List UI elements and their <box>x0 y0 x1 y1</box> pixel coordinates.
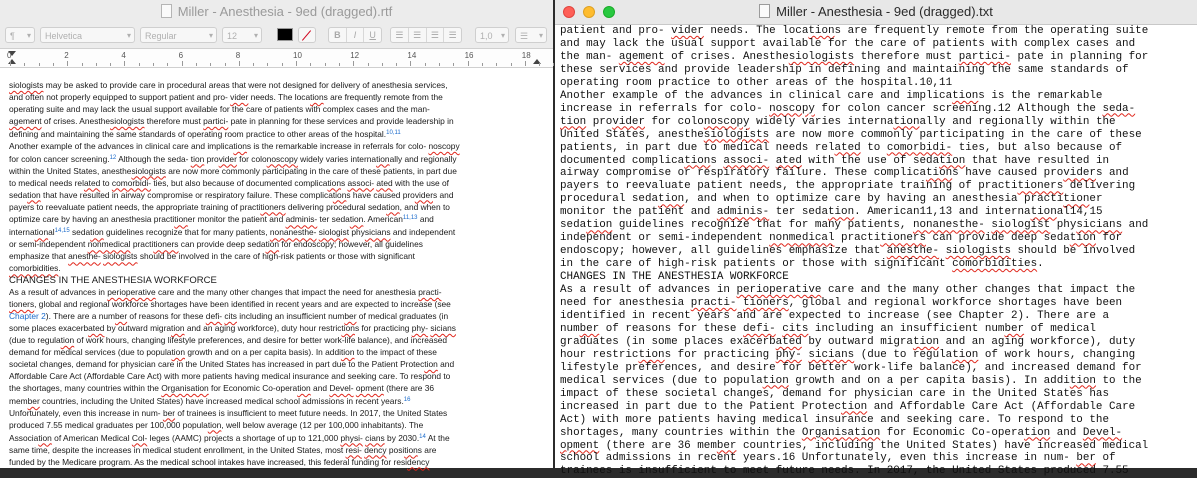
rtf-line: payers to reevaluate patient needs, the appropriate training of practitioners delivering procedural sedation, and when to <box>9 201 450 212</box>
rtf-line: (due to regulation of work hours, changing lifestyle preferences, and desire for better work-life balance), and increased <box>9 335 448 346</box>
misspelled-word[interactable]: siologists <box>103 251 138 262</box>
citation-superscript[interactable]: 14,15 <box>54 228 70 235</box>
chevron-down-icon: ▾ <box>500 31 505 40</box>
ruler-label: 12 <box>350 51 360 60</box>
misspelled-word[interactable]: tion <box>90 227 104 238</box>
chapter-link[interactable]: Chapter 2 <box>9 311 46 322</box>
misspelled-word[interactable]: vider <box>612 115 645 128</box>
ruler-label: 2 <box>64 51 69 60</box>
ruler-tick <box>511 63 512 66</box>
misspelled-word[interactable]: ber <box>1004 322 1025 335</box>
txt-line: sedation guidelines recognize that for many patients, nonanesthe- siologist physicians and <box>560 219 1149 232</box>
rtf-line: Another example of the advances in clinical care and implications is the remarkable increase in referrals for colo- noscopy <box>9 140 460 151</box>
misspelled-word[interactable]: tion <box>340 346 355 357</box>
ruler-tick <box>496 63 497 66</box>
misspelled-word[interactable]: tion <box>952 89 979 102</box>
misspelled-word[interactable]: tion <box>1024 426 1051 439</box>
ruler-tick <box>482 63 483 66</box>
misspelled-word[interactable]: adminis- <box>285 214 318 225</box>
misspelled-word[interactable]: tion <box>341 323 355 334</box>
misspelled-word[interactable]: dency <box>407 456 430 467</box>
txt-line: monitor the patient and adminis- ter sedation. American11,13 and international14,15 <box>560 206 1103 219</box>
misspelled-word[interactable]: seda- <box>1102 102 1136 115</box>
misspelled-word[interactable]: tion <box>332 189 347 200</box>
misspelled-word[interactable]: siologists <box>703 128 770 141</box>
ruler-tick <box>110 63 111 66</box>
misspelled-word[interactable]: tion <box>60 335 75 346</box>
misspelled-word[interactable]: tion <box>310 91 324 102</box>
rtf-line: within the United States, anesthesiologists are now more commonly participating in the care of these patients, in part due <box>9 165 457 176</box>
chevron-down-icon: ▾ <box>26 31 31 40</box>
txt-line: impact of these societal changes, demand for physician care in the United States has <box>560 387 1109 400</box>
misspelled-word[interactable]: siologists <box>110 115 145 126</box>
rtf-line: emphasize that anesthe- siologists should be involved in the care of high-risk patients or those with significant <box>9 251 415 262</box>
ruler-tick <box>468 61 469 66</box>
misspelled-word[interactable]: perioperative <box>736 284 822 297</box>
misspelled-word[interactable]: tion <box>38 432 52 443</box>
txt-line: medical services (due to population growth and on a per capita basis). In addition to the <box>560 374 1142 387</box>
misspelled-word[interactable]: tion <box>171 346 185 357</box>
misspelled-word[interactable]: tion <box>912 335 940 348</box>
rtf-line: Unfortunately, even this increase in num- ber of trainees is insufficient to meet future needs. In 2017, the United States <box>9 407 448 418</box>
ruler-tick <box>239 61 240 66</box>
misspelled-word[interactable]: ated <box>775 335 802 348</box>
misspelled-word[interactable]: tion <box>297 382 311 393</box>
misspelled-word[interactable]: ated <box>376 177 393 188</box>
txt-line: identified in recent years and are expected to increase (see Chapter 2). There are a <box>560 309 1109 322</box>
misspelled-word[interactable]: siologists <box>9 80 44 90</box>
rtf-document-text <box>0 68 553 469</box>
misspelled-word[interactable]: cians <box>365 432 385 443</box>
font-family-label: Helvetica <box>45 31 83 41</box>
misspelled-word[interactable]: tioners <box>9 299 35 310</box>
citation-superscript[interactable]: 11,13 <box>402 215 418 222</box>
misspelled-word[interactable]: tion <box>827 206 855 219</box>
misspelled-word[interactable]: tion <box>586 219 613 232</box>
misspelled-word[interactable]: opment <box>560 439 600 452</box>
txt-line: tion provider for colonoscopy widely varies internationally and regionally within the <box>560 115 1116 128</box>
text-style-buttons <box>328 27 382 43</box>
misspelled-word[interactable]: comorbidities <box>9 263 59 274</box>
rtf-line: Affordable Care Act (Affordable Care Act) with more patients having medical insurance and seeking care. To respond to <box>9 370 451 381</box>
misspelled-word[interactable]: ber <box>716 439 737 452</box>
misspelled-word[interactable]: defi- <box>205 311 223 322</box>
rtf-line: defining and maintaining the same standards of operating room practice to other areas of the hospital.$^{10,11}$ <box>9 128 401 139</box>
misspelled-word[interactable]: Devel- <box>329 382 354 393</box>
align-left-icon[interactable]: ☰ <box>391 28 409 42</box>
misspelled-word[interactable]: cits <box>224 311 237 322</box>
rtf-line: and often not properly equipped to support patient and pro- vider needs. The locations are frequently remote from the <box>9 91 443 102</box>
txt-line: lifestyle preferences, and desire for better work-life balance), and increased demand for <box>560 361 1142 374</box>
ruler-label: 10 <box>293 51 302 60</box>
misspelled-word[interactable]: noscopy <box>703 115 750 128</box>
misspelled-word[interactable]: agement <box>618 50 665 63</box>
ruler-label: 18 <box>521 51 531 60</box>
misspelled-word[interactable]: tion <box>808 25 835 37</box>
misspelled-word[interactable]: adminis- <box>716 206 770 219</box>
txt-line: graduates (in some places exacerbated by outward migration and an aging workforce), duty <box>560 335 1136 348</box>
misspelled-word[interactable]: vider <box>1063 167 1096 180</box>
misspelled-word[interactable]: agement <box>9 115 42 126</box>
misspelled-word[interactable]: vider <box>671 25 704 37</box>
misspelled-word[interactable]: nonmedical <box>769 232 835 245</box>
ruler-tick <box>425 63 426 66</box>
rtf-window-title: Miller - Anesthesia - 9ed (dragged).rtf <box>177 4 393 19</box>
txt-line: trainees is insufficient to meet future needs. In 2017, the United States produced 7.55 <box>560 465 1129 478</box>
misspelled-word[interactable]: sicians <box>1076 219 1123 232</box>
misspelled-word[interactable]: phy- <box>775 348 802 361</box>
misspelled-word[interactable]: ated <box>83 177 101 188</box>
misspelled-word[interactable]: tion <box>1063 193 1090 206</box>
txt-document-body[interactable] <box>555 25 1197 478</box>
ruler-tick <box>296 61 297 66</box>
ruler-tick <box>368 63 369 66</box>
misspelled-word[interactable]: tion <box>265 239 280 250</box>
misspelled-word[interactable]: ber <box>115 311 128 322</box>
misspelled-word[interactable]: tion <box>349 214 364 225</box>
misspelled-word[interactable]: tion <box>27 189 41 200</box>
misspelled-word[interactable]: tion <box>386 201 400 212</box>
misspelled-word[interactable]: ated <box>834 141 861 154</box>
ruler-tick <box>439 63 440 66</box>
txt-line: endoscopy; however, all guidelines emphasize that anesthe- siologists should be involved <box>560 245 1136 258</box>
misspelled-word[interactable]: sicians <box>430 323 456 334</box>
paragraph-style-label: ¶ <box>10 31 15 41</box>
rtf-line: agement of crises. Anesthesiologists therefore must partici- pate in planning for these services and provide leadership in <box>9 115 454 126</box>
misspelled-word[interactable]: siologists <box>131 165 166 176</box>
misspelled-word[interactable]: tion <box>1069 374 1096 387</box>
line-spacing-label: 1,0 <box>480 31 493 41</box>
rtf-line: international$^{14,15}$ sedation guidelines recognize that for many patients, nonanesthe- siologist physicians and independent <box>9 227 456 238</box>
misspelled-word[interactable]: tioners <box>880 232 926 245</box>
misspelled-word[interactable]: siologist <box>991 219 1051 232</box>
rtf-line: sedation that have resulted in airway compromise or respiratory failure. These complications have caused providers and <box>9 189 454 200</box>
rtf-line: member countries, including the United States) have increased medical school admissions in recent years.$^{16}$ <box>9 395 411 406</box>
rtf-line: same time, despite the increases in medical student enrollment, in the United States, most resi- dency positions are <box>9 444 437 455</box>
misspelled-word[interactable]: perioperative <box>107 287 156 298</box>
chevron-down-icon: ▾ <box>208 31 213 40</box>
ruler-tick <box>82 63 83 66</box>
rtf-line: As a result of advances in perioperative care and the many other changes that impact the need for anesthesia practi- <box>9 287 442 298</box>
rtf-line: optimize care by having an anesthesia practitioner monitor the patient and adminis- ter sedation. American$^{11,13}$ and <box>9 214 434 225</box>
misspelled-word[interactable]: tion <box>952 348 979 361</box>
txt-line: increased in part due to the Patient Protection and Affordable Care Act (Affordable Care <box>560 400 1136 413</box>
misspelled-word[interactable]: tion <box>171 323 185 334</box>
misspelled-word[interactable]: tioners <box>1017 180 1064 193</box>
ruler-tick <box>10 61 11 66</box>
misspelled-word[interactable]: defi- <box>743 322 776 335</box>
misspelled-word[interactable]: ated <box>88 323 105 334</box>
misspelled-word[interactable]: Organisation <box>801 426 881 439</box>
misspelled-word[interactable]: siologists <box>945 245 1011 258</box>
rtf-line: Association of American Medical Col- leges (AAMC) projects a shortage of up to 121,000 physi- cians by 2030.14 At the <box>9 432 450 443</box>
misspelled-word[interactable]: Devel- <box>1082 426 1123 439</box>
txt-line: documented complications associ- ated with the use of sedation that have resulted in <box>560 154 1110 167</box>
font-size-label: 12 <box>227 31 238 41</box>
ruler-label: 6 <box>178 51 184 60</box>
ruler-tick <box>153 63 154 66</box>
misspelled-word[interactable]: ber <box>162 407 176 418</box>
ruler-tick <box>410 61 411 66</box>
misspelled-word[interactable]: nonanesthe- <box>269 227 317 238</box>
txt-line: Act) with more patients having medical insurance and seeking care. To respond to the <box>560 413 1109 426</box>
misspelled-word[interactable]: tion <box>841 400 868 413</box>
citation-superscript[interactable]: 16 <box>403 396 411 403</box>
typeface-label: Regular <box>145 31 177 41</box>
misspelled-word[interactable]: tion <box>327 177 341 188</box>
rtf-document-body[interactable] <box>0 68 553 468</box>
ruler-tick <box>267 63 268 66</box>
misspelled-word[interactable]: ber <box>579 322 600 335</box>
ruler-tick <box>310 63 311 66</box>
txt-line: hour restrictions for practicing phy- sicians (due to regulation of work hours, changing <box>560 348 1136 361</box>
txt-window-title-wrap <box>555 0 1197 24</box>
ruler-tick <box>39 63 40 66</box>
misspelled-word[interactable]: nonmedical <box>87 239 131 250</box>
txt-line: need for anesthesia practi- tioners, global and regional workforce shortages have been <box>560 297 1123 310</box>
misspelled-word[interactable]: noscopy <box>769 102 815 115</box>
misspelled-word[interactable]: nonanesthe- <box>912 219 985 232</box>
misspelled-word[interactable]: phy- <box>411 323 429 334</box>
ruler-tick <box>539 63 540 66</box>
ruler-label: 0 <box>7 51 12 60</box>
misspelled-word[interactable]: cits <box>782 322 809 335</box>
chevron-down-icon: ▾ <box>538 31 543 40</box>
citation-superscript[interactable]: 12 <box>109 154 117 161</box>
misspelled-word[interactable]: sicians <box>808 348 855 361</box>
list-style-select[interactable] <box>515 27 547 43</box>
chevron-down-icon: ▾ <box>253 31 258 40</box>
list-icon: ☰ <box>520 31 529 41</box>
rtf-titlebar[interactable] <box>0 0 553 24</box>
misspelled-word[interactable]: physi- <box>340 432 363 443</box>
rtf-line: Chapter 2). There are a number of reasons for these defi- cits including an insufficient number of medical graduates (in <box>9 311 449 322</box>
rtf-line: funded by the Medicare program. As the medical school intakes have increased, this federal funding for residency <box>9 456 430 467</box>
ruler-tick <box>24 63 25 66</box>
misspelled-word[interactable]: anesthe- <box>68 251 101 262</box>
misspelled-word[interactable]: comorbidi- <box>886 141 953 154</box>
misspelled-word[interactable]: ber <box>344 311 357 322</box>
misspelled-word[interactable]: tion <box>404 444 418 455</box>
txt-window <box>555 0 1197 478</box>
ruler-tick <box>282 63 283 66</box>
align-justify-icon[interactable]: ☰ <box>427 28 445 42</box>
txt-line: opment (there are 36 member countries, including the United States) have increased medical <box>560 439 1149 452</box>
misspelled-word[interactable]: practi- <box>690 297 737 310</box>
paragraph-style-select[interactable] <box>5 27 35 43</box>
ruler-tick <box>225 63 226 66</box>
misspelled-word[interactable]: tion <box>684 154 711 167</box>
misspelled-word[interactable]: partici- <box>958 50 1011 63</box>
misspelled-word[interactable]: tioners <box>743 297 789 310</box>
txt-line: the man- agement of crises. Anesthesiologists therefore must partici- pate in planning for <box>560 50 1149 63</box>
rtf-line: tioners, global and regional workforce shortages have been identified in recent years and are expected to increase (see <box>9 299 451 310</box>
ruler-tick <box>253 63 254 66</box>
rtf-window <box>0 0 553 468</box>
txt-line: increase in referrals for colo- noscopy for colon cancer screening.12 Although the seda- <box>560 102 1136 115</box>
txt-line: airway compromise or respiratory failure. These complications have caused providers and <box>560 167 1129 180</box>
misspelled-word[interactable]: tion <box>424 358 438 369</box>
ruler-tick <box>196 63 197 66</box>
txt-line: operating room practice to other areas of the hospital.10,11 <box>560 76 953 89</box>
document-icon <box>161 4 172 18</box>
citation-superscript[interactable]: 10,11 <box>386 129 401 136</box>
misspelled-word[interactable]: comorbidities <box>952 258 1038 271</box>
text-color-swatch[interactable] <box>277 28 293 41</box>
misspelled-word[interactable]: tion <box>893 115 920 128</box>
rtf-line: societal changes, demand for physician care in the United States has increased in part due to the Patient Protection and <box>9 358 455 369</box>
format-toolbar <box>0 24 553 49</box>
citation-superscript[interactable]: 14 <box>419 433 426 440</box>
misspelled-word[interactable]: tion <box>34 227 49 238</box>
txt-document-text <box>555 25 1197 478</box>
txt-line: payers to reevaluate patient needs, the appropriate training of practitioners delivering <box>560 180 1136 193</box>
rtf-line: or semi-independent nonmedical practitioners can provide deep sedation for endoscopy; however, all guidelines <box>9 239 423 250</box>
ruler-tick <box>353 61 354 66</box>
misspelled-word[interactable]: tion <box>1069 232 1096 245</box>
section-heading: CHANGES IN THE ANESTHESIA WORKFORCE <box>9 275 217 287</box>
txt-line: CHANGES IN THE ANESTHESIA WORKFORCE <box>560 271 789 284</box>
highlight-color-button[interactable] <box>298 27 316 43</box>
txt-titlebar[interactable] <box>555 0 1197 25</box>
bold-button[interactable]: B <box>329 28 347 42</box>
ruler-label: 8 <box>235 51 241 60</box>
font-size-select[interactable] <box>222 27 262 43</box>
misspelled-word[interactable]: associ- <box>347 177 375 188</box>
ruler-tick <box>167 63 168 66</box>
ruler-tick <box>139 63 140 66</box>
misspelled-word[interactable]: noscopy <box>428 140 460 151</box>
txt-line: United States, anesthesiologists are now more commonly participating in the care of these <box>560 128 1142 141</box>
txt-line: patients, in part due to medical needs related to comorbidi- ties, but also because of <box>560 141 1123 154</box>
misspelled-word[interactable]: ber <box>1076 452 1096 465</box>
font-family-select[interactable] <box>40 27 135 43</box>
txt-line: and may lack the usual support available for the care of patients with complex cases and <box>560 37 1136 50</box>
ruler-tick <box>182 61 183 66</box>
misspelled-word[interactable]: noscopy <box>266 153 298 164</box>
misspelled-word[interactable]: Organisation <box>161 382 209 393</box>
ruler-label: 4 <box>121 51 126 60</box>
ruler-tick <box>67 61 68 66</box>
document-icon <box>759 4 770 18</box>
typeface-select[interactable] <box>140 27 217 43</box>
misspelled-word[interactable]: comorbidi- <box>111 177 152 188</box>
misspelled-word[interactable]: siologist <box>318 227 350 238</box>
misspelled-word[interactable]: vider <box>414 189 433 200</box>
misspelled-word[interactable]: associ- <box>723 154 770 167</box>
misspelled-word[interactable]: tion <box>233 140 247 151</box>
misspelled-word[interactable]: vider <box>218 153 237 164</box>
ruler-tick <box>339 63 340 66</box>
txt-line: school admissions in recent years.16 Unfortunately, even this increase in num- ber of <box>560 452 1116 465</box>
misspelled-word[interactable]: ber <box>27 395 40 406</box>
misspelled-word[interactable]: tion <box>658 193 685 206</box>
rtf-line: to medical needs related to comorbidi- ties, but also because of documented complications associ- ated with the use of <box>9 177 450 188</box>
misspelled-word[interactable]: tion <box>207 419 222 430</box>
txt-line: number of reasons for these defi- cits including an insufficient number of medical <box>560 322 1096 335</box>
txt-line: independent or semi-independent nonmedical practitioners can provide deep sedation for <box>560 232 1123 245</box>
line-spacing-select[interactable] <box>475 27 509 43</box>
misspelled-word[interactable]: tion <box>762 374 789 387</box>
alignment-buttons <box>390 27 462 43</box>
txt-line: shortages, many countries within the Organisation for Economic Co-operation and Devel- <box>560 426 1123 439</box>
ruler-tick <box>210 63 211 66</box>
rtf-line: operating suite and may lack the usual support available for the care of patients with complex cases and the man- <box>9 103 430 114</box>
chevron-down-icon: ▾ <box>126 31 131 40</box>
misspelled-word[interactable]: opment <box>355 382 384 393</box>
ruler-label: 16 <box>464 51 474 60</box>
misspelled-word[interactable]: tioners <box>153 239 179 250</box>
rtf-line: siologists may be asked to provide care in procedural areas that were not designed for delivery of anesthesia services, <box>9 80 448 90</box>
txt-window-title: Miller - Anesthesia - 9ed (dragged).txt <box>776 4 993 19</box>
rtf-line: some places exacerbated by outward migration and an aging workforce), duty hour restrictions for practicing phy- sicians <box>9 323 456 334</box>
misspelled-word[interactable]: anesthe- <box>886 245 940 258</box>
misspelled-word[interactable]: vider <box>230 91 249 102</box>
misspelled-word[interactable]: tion <box>1030 206 1057 219</box>
ruler-tick <box>53 63 54 66</box>
align-center-icon[interactable]: ☰ <box>409 28 427 42</box>
ruler-tick <box>124 61 125 66</box>
txt-line: Another example of the advances in clinical care and implications is the remarkable <box>560 89 1103 102</box>
misspelled-word[interactable]: tion <box>926 167 953 180</box>
misspelled-word[interactable]: tion <box>174 214 188 225</box>
underline-button[interactable]: U <box>369 30 376 40</box>
rtf-line: for colon cancer screening.$^{12}$ Although the seda- tion provider for colonoscopy widely varies internationally and regionally <box>9 153 457 164</box>
misspelled-word[interactable]: ated <box>775 154 802 167</box>
misspelled-word[interactable]: tioners <box>260 201 286 212</box>
misspelled-word[interactable]: practi- <box>418 287 442 298</box>
misspelled-word[interactable]: tion <box>638 348 665 361</box>
txt-line: patient and pro- vider needs. The locations are frequently remote from the operating suite <box>560 25 1149 37</box>
ruler-tick <box>525 61 526 66</box>
misspelled-word[interactable]: tion <box>376 153 390 164</box>
rtf-line: the shortages, many countries within the Organisation for Economic Co-operation and Devel- opment (there are 36 <box>9 382 435 393</box>
italic-button[interactable]: I <box>347 28 365 42</box>
txt-line: these services and provide leadership in defining and maintaining the same standards of <box>560 63 1129 76</box>
misspelled-word[interactable]: resi- <box>345 444 362 455</box>
misspelled-word[interactable]: tion <box>190 153 205 164</box>
ruler[interactable] <box>0 49 553 68</box>
ruler-tick <box>382 63 383 66</box>
align-right-icon[interactable]: ☰ <box>448 30 457 40</box>
txt-line: As a result of advances in perioperative care and the many other changes that impact the <box>560 284 1136 297</box>
rtf-line: comorbidities. <box>9 263 61 274</box>
misspelled-word[interactable]: Col- <box>131 432 148 443</box>
rtf-line: produced 7.55 medical graduates per 100,000 population, well below average (12 per 100,000 inhabitants). The <box>9 419 424 430</box>
misspelled-word[interactable]: partici- <box>203 115 229 126</box>
ruler-tick <box>396 63 397 66</box>
ruler-tick <box>453 63 454 66</box>
misspelled-word[interactable]: tion <box>939 154 966 167</box>
misspelled-word[interactable]: tion <box>560 115 587 128</box>
ruler-tick <box>325 63 326 66</box>
txt-line: procedural sedation, and when to optimize care by having an anesthesia practitioner <box>560 193 1103 206</box>
ruler-label: 14 <box>407 51 417 60</box>
misspelled-word[interactable]: sicians <box>364 227 391 238</box>
misspelled-word[interactable]: dency <box>364 444 387 455</box>
misspelled-word[interactable]: siologists <box>788 50 855 63</box>
txt-line: in the care of high-risk patients or those with significant comorbidities. <box>560 258 1044 271</box>
rtf-line: demand for medical services (due to population growth and on a per capita basis). In addition to the impact of these <box>9 346 437 357</box>
ruler-tick <box>96 63 97 66</box>
